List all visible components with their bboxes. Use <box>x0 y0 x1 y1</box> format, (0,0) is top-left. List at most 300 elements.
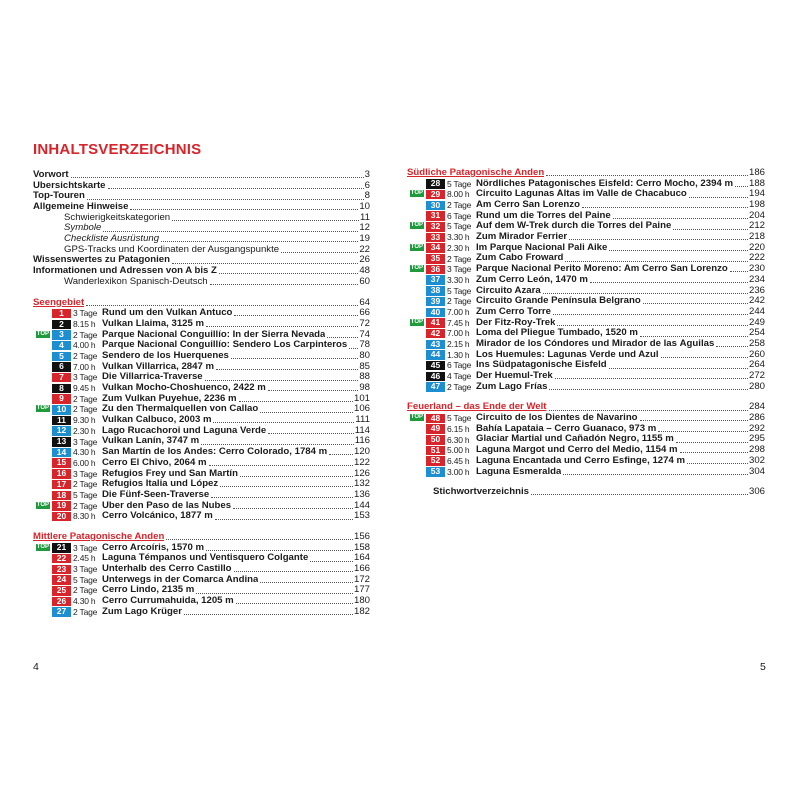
entry-label: Zum Lago Frías <box>476 381 548 392</box>
toc-entry-line[interactable] <box>102 564 370 575</box>
leader-dots <box>234 571 353 572</box>
leader-dots <box>676 442 748 443</box>
leader-dots <box>640 336 748 337</box>
tour-row[interactable] <box>407 275 765 286</box>
entry-label: Die Villarrica-Traverse <box>102 372 203 383</box>
tour-row[interactable] <box>407 296 765 307</box>
tour-number-badge: 31 <box>426 211 445 221</box>
toc-entry-line[interactable] <box>476 435 765 446</box>
toc-entry-line[interactable] <box>476 221 765 232</box>
toc-entry-line[interactable] <box>33 298 370 309</box>
toc-entry-line[interactable] <box>476 456 765 467</box>
entry-label: Cerro Arcoíris, 1570 m <box>102 542 205 553</box>
tour-duration: 2 Tage <box>73 329 98 340</box>
tour-row[interactable] <box>33 469 370 480</box>
spacer <box>407 477 765 487</box>
toc-entry-line[interactable] <box>102 404 370 415</box>
toc-entry-line[interactable] <box>102 553 370 564</box>
page-ref: 194 <box>748 188 765 200</box>
leader-dots <box>184 614 353 615</box>
leader-dots <box>549 410 748 411</box>
toc-entry-line[interactable] <box>102 458 370 469</box>
tour-row[interactable] <box>407 371 765 382</box>
leader-dots <box>161 241 358 242</box>
leader-dots <box>130 209 358 210</box>
leader-dots <box>553 314 748 315</box>
tour-row[interactable] <box>33 479 370 490</box>
entry-label: Loma del Pliegue Tumbado, 1520 m <box>476 328 638 339</box>
toc-entry-line[interactable] <box>476 296 765 307</box>
top-tour-badge: TOP <box>410 190 423 197</box>
tour-duration: 9.30 h <box>73 415 96 426</box>
general-toc-row[interactable] <box>33 256 370 267</box>
tour-number-badge: 17 <box>52 480 71 490</box>
top-badge-slot <box>407 318 426 329</box>
leader-dots <box>172 263 358 264</box>
top-tour-badge: TOP <box>36 543 49 550</box>
entry-label: Im Parque Nacional Pali Aike <box>476 242 608 253</box>
section-heading[interactable] <box>33 532 370 543</box>
tour-row[interactable] <box>407 445 765 456</box>
tour-row[interactable] <box>33 308 370 319</box>
page-ref: 188 <box>748 177 765 189</box>
page-ref: 302 <box>748 454 765 466</box>
tour-row[interactable] <box>33 372 370 383</box>
section-heading[interactable] <box>33 298 370 309</box>
tour-row[interactable] <box>407 360 765 371</box>
entry-label: Zum Vulkan Puyehue, 2236 m <box>102 393 237 404</box>
leader-dots <box>557 325 748 326</box>
tour-number-badge: 18 <box>52 491 71 501</box>
toc-entry-line[interactable] <box>476 371 765 382</box>
toc-entry-line[interactable] <box>102 543 370 554</box>
entry-label: Zum Mirador Ferrier <box>476 232 568 243</box>
entry-label: Unterwegs in der Comarca Andina <box>102 574 259 585</box>
entry-label: Die Fünf-Seen-Traverse <box>102 489 210 500</box>
page-ref: 19 <box>359 233 370 245</box>
entry-label: Wissenswertes zu Patagonien <box>33 255 170 266</box>
tour-row[interactable] <box>407 286 765 297</box>
tour-row[interactable] <box>33 383 370 394</box>
toc-entry-line[interactable] <box>102 575 370 586</box>
tour-row[interactable] <box>407 382 765 393</box>
page-title: INHALTSVERZEICHNIS <box>33 141 202 158</box>
page-ref: 88 <box>359 371 370 383</box>
tour-duration: 4.00 h <box>73 340 96 351</box>
tour-duration: 3 Tage <box>447 264 472 275</box>
page-ref: 166 <box>353 563 370 575</box>
toc-entry-line[interactable] <box>102 426 370 437</box>
toc-entry-line[interactable] <box>476 189 765 200</box>
tour-row[interactable] <box>407 200 765 211</box>
tour-duration: 8.00 h <box>447 189 470 200</box>
leader-dots <box>211 497 353 498</box>
page-ref: 8 <box>364 190 370 202</box>
entry-label: Zum Cerro Torre <box>476 306 551 317</box>
leader-dots <box>71 177 364 178</box>
general-toc-row[interactable] <box>33 277 370 288</box>
leader-dots <box>201 444 353 445</box>
tour-row[interactable] <box>407 254 765 265</box>
tour-number-badge: 20 <box>52 512 71 522</box>
leader-dots <box>268 433 354 434</box>
tour-row[interactable] <box>33 447 370 458</box>
page-ref: 234 <box>748 273 765 285</box>
leader-dots <box>108 188 364 189</box>
toc-entry-line[interactable] <box>476 328 765 339</box>
toc-entry-line[interactable] <box>476 413 765 424</box>
toc-entry-line[interactable] <box>476 467 765 478</box>
toc-entry-line[interactable] <box>476 339 765 350</box>
toc-entry-line[interactable] <box>476 318 765 329</box>
tour-row[interactable] <box>407 318 765 329</box>
tour-row[interactable] <box>407 232 765 243</box>
tour-row[interactable] <box>33 543 370 554</box>
toc-entry-line[interactable] <box>33 266 370 277</box>
entry-label: Cerro Volcánico, 1877 m <box>102 511 213 522</box>
leader-dots <box>329 454 353 455</box>
entry-label: Vulkan Villarrica, 2847 m <box>102 361 214 372</box>
entry-label: Top-Touren <box>33 191 85 202</box>
tour-row[interactable] <box>407 307 765 318</box>
leader-dots <box>216 369 358 370</box>
tour-duration: 3 Tage <box>73 436 98 447</box>
tour-duration: 3 Tage <box>73 564 98 575</box>
leader-dots <box>543 293 748 294</box>
toc-entry-line[interactable] <box>102 447 370 458</box>
toc-entry-line[interactable] <box>102 330 370 341</box>
toc-entry-line[interactable] <box>33 181 370 192</box>
toc-entry-line[interactable] <box>64 234 370 245</box>
leader-dots <box>215 519 353 520</box>
top-tour-badge: TOP <box>410 318 423 325</box>
entry-label: Mittlere Patagonische Anden <box>33 531 165 542</box>
tour-number-badge: 36 <box>426 265 445 275</box>
page-ref: 26 <box>359 254 370 266</box>
tour-row[interactable] <box>407 467 765 478</box>
general-toc-row[interactable] <box>33 245 370 256</box>
tour-row[interactable] <box>407 221 765 232</box>
tour-row[interactable] <box>33 596 370 607</box>
leader-dots <box>563 474 748 475</box>
top-badge-slot <box>33 404 52 415</box>
tour-number-badge: 3 <box>52 330 71 340</box>
toc-entry-line[interactable] <box>476 382 765 393</box>
tour-row[interactable] <box>33 426 370 437</box>
tour-number-badge: 45 <box>426 361 445 371</box>
tour-row[interactable] <box>407 264 765 275</box>
section-heading[interactable] <box>407 402 765 413</box>
page-ref: 286 <box>748 412 765 424</box>
leader-dots <box>680 452 748 453</box>
general-toc-row[interactable] <box>33 234 370 245</box>
top-tour-badge: TOP <box>36 501 49 508</box>
tour-duration: 2 Tage <box>447 296 472 307</box>
tour-row[interactable] <box>33 490 370 501</box>
tour-row[interactable] <box>33 553 370 564</box>
tour-number-badge: 5 <box>52 352 71 362</box>
entry-label: Circuito Grande Península Belgrano <box>476 296 641 307</box>
toc-entry-line[interactable] <box>102 511 370 522</box>
page-ref: 122 <box>353 456 370 468</box>
tour-number-badge: 10 <box>52 405 71 415</box>
tour-number-badge: 47 <box>426 382 445 392</box>
toc-entry-line[interactable] <box>476 211 765 222</box>
toc-entry-line[interactable] <box>102 308 370 319</box>
tour-row[interactable] <box>33 564 370 575</box>
leader-dots <box>239 401 353 402</box>
toc-entry-line[interactable] <box>102 319 370 330</box>
toc-entry-line[interactable] <box>476 200 765 211</box>
tour-number-badge: 28 <box>426 179 445 189</box>
page-ref: 272 <box>748 370 765 382</box>
tour-duration: 2.45 h <box>73 553 96 564</box>
tour-duration: 8.15 h <box>73 318 96 329</box>
top-badge-slot <box>33 543 52 554</box>
general-toc-row[interactable] <box>33 213 370 224</box>
top-badge-slot <box>407 221 426 232</box>
tour-number-badge: 39 <box>426 297 445 307</box>
tour-duration: 3 Tage <box>73 542 98 553</box>
tour-duration: 6.30 h <box>447 434 470 445</box>
tour-duration: 2.30 h <box>73 425 96 436</box>
tour-row[interactable] <box>407 328 765 339</box>
tour-duration: 4.30 h <box>73 447 96 458</box>
toc-entry-line[interactable] <box>476 275 765 286</box>
page-ref: 101 <box>353 392 370 404</box>
leader-dots <box>582 207 748 208</box>
top-tour-badge: TOP <box>410 414 423 421</box>
general-toc-row[interactable] <box>33 223 370 234</box>
index-row[interactable] <box>407 487 765 498</box>
top-tour-badge: TOP <box>410 265 423 272</box>
page-ref: 153 <box>353 510 370 522</box>
toc-entry-line[interactable] <box>102 340 370 351</box>
general-toc-row[interactable] <box>33 202 370 213</box>
tour-row[interactable] <box>33 585 370 596</box>
tour-row[interactable] <box>407 339 765 350</box>
page-ref: 6 <box>364 179 370 191</box>
toc-entry-line[interactable] <box>102 362 370 373</box>
entry-label: Übersichtskarte <box>33 180 106 191</box>
toc-entry-line[interactable] <box>64 245 370 256</box>
toc-entry-line[interactable] <box>102 596 370 607</box>
tour-duration: 3.30 h <box>447 232 470 243</box>
leader-dots <box>231 358 358 359</box>
tour-row[interactable] <box>407 189 765 200</box>
entry-label: Bahía Lapataia – Cerro Guanaco, 973 m <box>476 423 657 434</box>
tour-row[interactable] <box>407 179 765 190</box>
toc-entry-line[interactable] <box>102 415 370 426</box>
leader-dots <box>205 380 359 381</box>
leader-dots <box>103 231 358 232</box>
page-number: 5 <box>760 661 766 673</box>
toc-entry-line[interactable] <box>407 168 765 179</box>
tour-duration: 3 Tage <box>73 468 98 479</box>
tour-number-badge: 30 <box>426 201 445 211</box>
tour-duration: 2 Tage <box>73 393 98 404</box>
toc-entry-line[interactable] <box>102 479 370 490</box>
tour-row[interactable] <box>407 424 765 435</box>
toc-entry-line[interactable] <box>476 254 765 265</box>
entry-label: Circuito Azara <box>476 285 541 296</box>
tour-row[interactable] <box>33 351 370 362</box>
tour-number-badge: 32 <box>426 222 445 232</box>
toc-entry-line[interactable] <box>476 264 765 275</box>
tour-row[interactable] <box>33 415 370 426</box>
entry-label: Refugios Italia und López <box>102 479 219 490</box>
toc-entry-line[interactable] <box>476 350 765 361</box>
tour-duration: 1.30 h <box>447 349 470 360</box>
tour-row[interactable] <box>33 437 370 448</box>
tour-number-badge: 43 <box>426 340 445 350</box>
tour-row[interactable] <box>33 404 370 415</box>
entry-label: Der Fitz-Roy-Trek <box>476 317 556 328</box>
top-tour-badge: TOP <box>36 330 49 337</box>
tour-number-badge: 38 <box>426 286 445 296</box>
entry-label: Informationen und Adressen von A bis Z <box>33 266 217 277</box>
leader-dots <box>349 348 358 349</box>
tour-row[interactable] <box>33 319 370 330</box>
tour-number-badge: 24 <box>52 575 71 585</box>
leader-dots <box>735 186 748 187</box>
tour-number-badge: 41 <box>426 318 445 328</box>
tour-duration: 6 Tage <box>447 210 472 221</box>
tour-row[interactable] <box>33 501 370 512</box>
toc-entry-line[interactable] <box>476 179 765 190</box>
page-ref: 66 <box>359 307 370 319</box>
tour-duration: 2 Tage <box>73 479 98 490</box>
toc-entry-line[interactable] <box>102 372 370 383</box>
toc-entry-line[interactable] <box>102 351 370 362</box>
general-toc-row[interactable] <box>33 181 370 192</box>
tour-row[interactable] <box>407 211 765 222</box>
toc-entry-line[interactable] <box>407 402 765 413</box>
page-ref: 22 <box>359 243 370 255</box>
tour-row[interactable] <box>33 362 370 373</box>
entry-label: Zu den Thermalquellen von Callao <box>102 404 259 415</box>
toc-entry-line[interactable] <box>102 383 370 394</box>
leader-dots <box>86 305 358 306</box>
general-toc-row[interactable] <box>33 266 370 277</box>
section-heading[interactable] <box>407 168 765 179</box>
tour-duration: 2 Tage <box>73 606 98 617</box>
entry-label: Rund um die Torres del Paine <box>476 210 611 221</box>
toc-entry-line[interactable] <box>33 191 370 202</box>
toc-entry-line[interactable] <box>476 286 765 297</box>
tour-row[interactable] <box>33 330 370 341</box>
entry-label: Los Huemules: Lagunas Verde und Azul <box>476 349 659 360</box>
page-ref: 236 <box>748 284 765 296</box>
toc-entry-line[interactable] <box>102 585 370 596</box>
toc-entry-line[interactable] <box>476 307 765 318</box>
toc-entry-line[interactable] <box>102 607 370 618</box>
tour-row[interactable] <box>33 607 370 618</box>
entry-label: Nördliches Patagonisches Eisfeld: Cerro Mocho, 2394 m <box>476 178 733 189</box>
tour-row[interactable] <box>33 575 370 586</box>
leader-dots <box>236 603 353 604</box>
entry-label: Vulkan Lanín, 3747 m <box>102 436 200 447</box>
tour-row[interactable] <box>33 511 370 522</box>
leader-dots <box>658 431 748 432</box>
general-toc-row[interactable] <box>33 191 370 202</box>
entry-label: Wanderlexikon Spanisch-Deutsch <box>64 276 208 287</box>
page-ref: 60 <box>359 275 370 287</box>
leader-dots <box>730 271 748 272</box>
toc-entry-line[interactable] <box>102 394 370 405</box>
tour-row[interactable] <box>33 458 370 469</box>
entry-label: Checkliste Ausrüstung <box>64 234 160 245</box>
tour-number-badge: 35 <box>426 254 445 264</box>
entry-label: Laguna Esmeralda <box>476 466 562 477</box>
page-ref: 3 <box>364 168 370 180</box>
toc-entry-line[interactable] <box>476 243 765 254</box>
tour-duration: 5 Tage <box>447 413 472 424</box>
toc-entry-line[interactable] <box>476 424 765 435</box>
toc-entry-line[interactable] <box>102 469 370 480</box>
toc-entry-line[interactable] <box>64 213 370 224</box>
toc-entry-line[interactable] <box>102 501 370 512</box>
toc-entry-line[interactable] <box>102 490 370 501</box>
tour-row[interactable] <box>33 340 370 351</box>
tour-duration: 2 Tage <box>73 351 98 361</box>
leader-dots <box>546 175 748 176</box>
general-toc-row[interactable] <box>33 170 370 181</box>
tour-row[interactable] <box>33 394 370 405</box>
entry-label: Cerro El Chivo, 2064 m <box>102 457 207 468</box>
toc-entry-line[interactable] <box>33 532 370 543</box>
toc-entry-line[interactable] <box>33 170 370 181</box>
tour-number-badge: 6 <box>52 362 71 372</box>
page-ref: 177 <box>353 584 370 596</box>
tour-row[interactable] <box>407 413 765 424</box>
toc-entry-line[interactable] <box>433 487 765 498</box>
tour-duration: 3 Tage <box>73 308 98 319</box>
leader-dots <box>609 368 748 369</box>
leader-dots <box>327 337 358 338</box>
toc-entry-line[interactable] <box>476 232 765 243</box>
entry-label: Südliche Patagonische Anden <box>407 167 545 178</box>
tour-number-badge: 49 <box>426 424 445 434</box>
leader-dots <box>549 389 748 390</box>
toc-entry-line[interactable] <box>476 445 765 456</box>
leader-dots <box>213 422 354 423</box>
toc-entry-line[interactable] <box>102 437 370 448</box>
tour-row[interactable] <box>407 243 765 254</box>
top-badge-slot <box>33 330 52 341</box>
tour-number-badge: 1 <box>52 309 71 319</box>
tour-row[interactable] <box>407 350 765 361</box>
toc-entry-line[interactable] <box>476 360 765 371</box>
tour-duration: 2 Tage <box>73 585 98 596</box>
toc-entry-line[interactable] <box>33 256 370 267</box>
tour-row[interactable] <box>407 456 765 467</box>
toc-entry-line[interactable] <box>64 277 370 288</box>
top-tour-badge: TOP <box>410 222 423 229</box>
leader-dots <box>281 252 358 253</box>
tour-number-badge: 14 <box>52 448 71 458</box>
toc-entry-line[interactable] <box>33 202 370 213</box>
entry-label: Cerro Lindo, 2135 m <box>102 585 195 596</box>
toc-entry-line[interactable] <box>64 223 370 234</box>
leader-dots <box>240 476 353 477</box>
leader-dots <box>555 378 748 379</box>
right-page <box>400 0 800 800</box>
tour-duration: 5 Tage <box>447 178 472 189</box>
page-ref: 292 <box>748 422 765 434</box>
tour-row[interactable] <box>407 435 765 446</box>
top-tour-badge: TOP <box>410 243 423 250</box>
